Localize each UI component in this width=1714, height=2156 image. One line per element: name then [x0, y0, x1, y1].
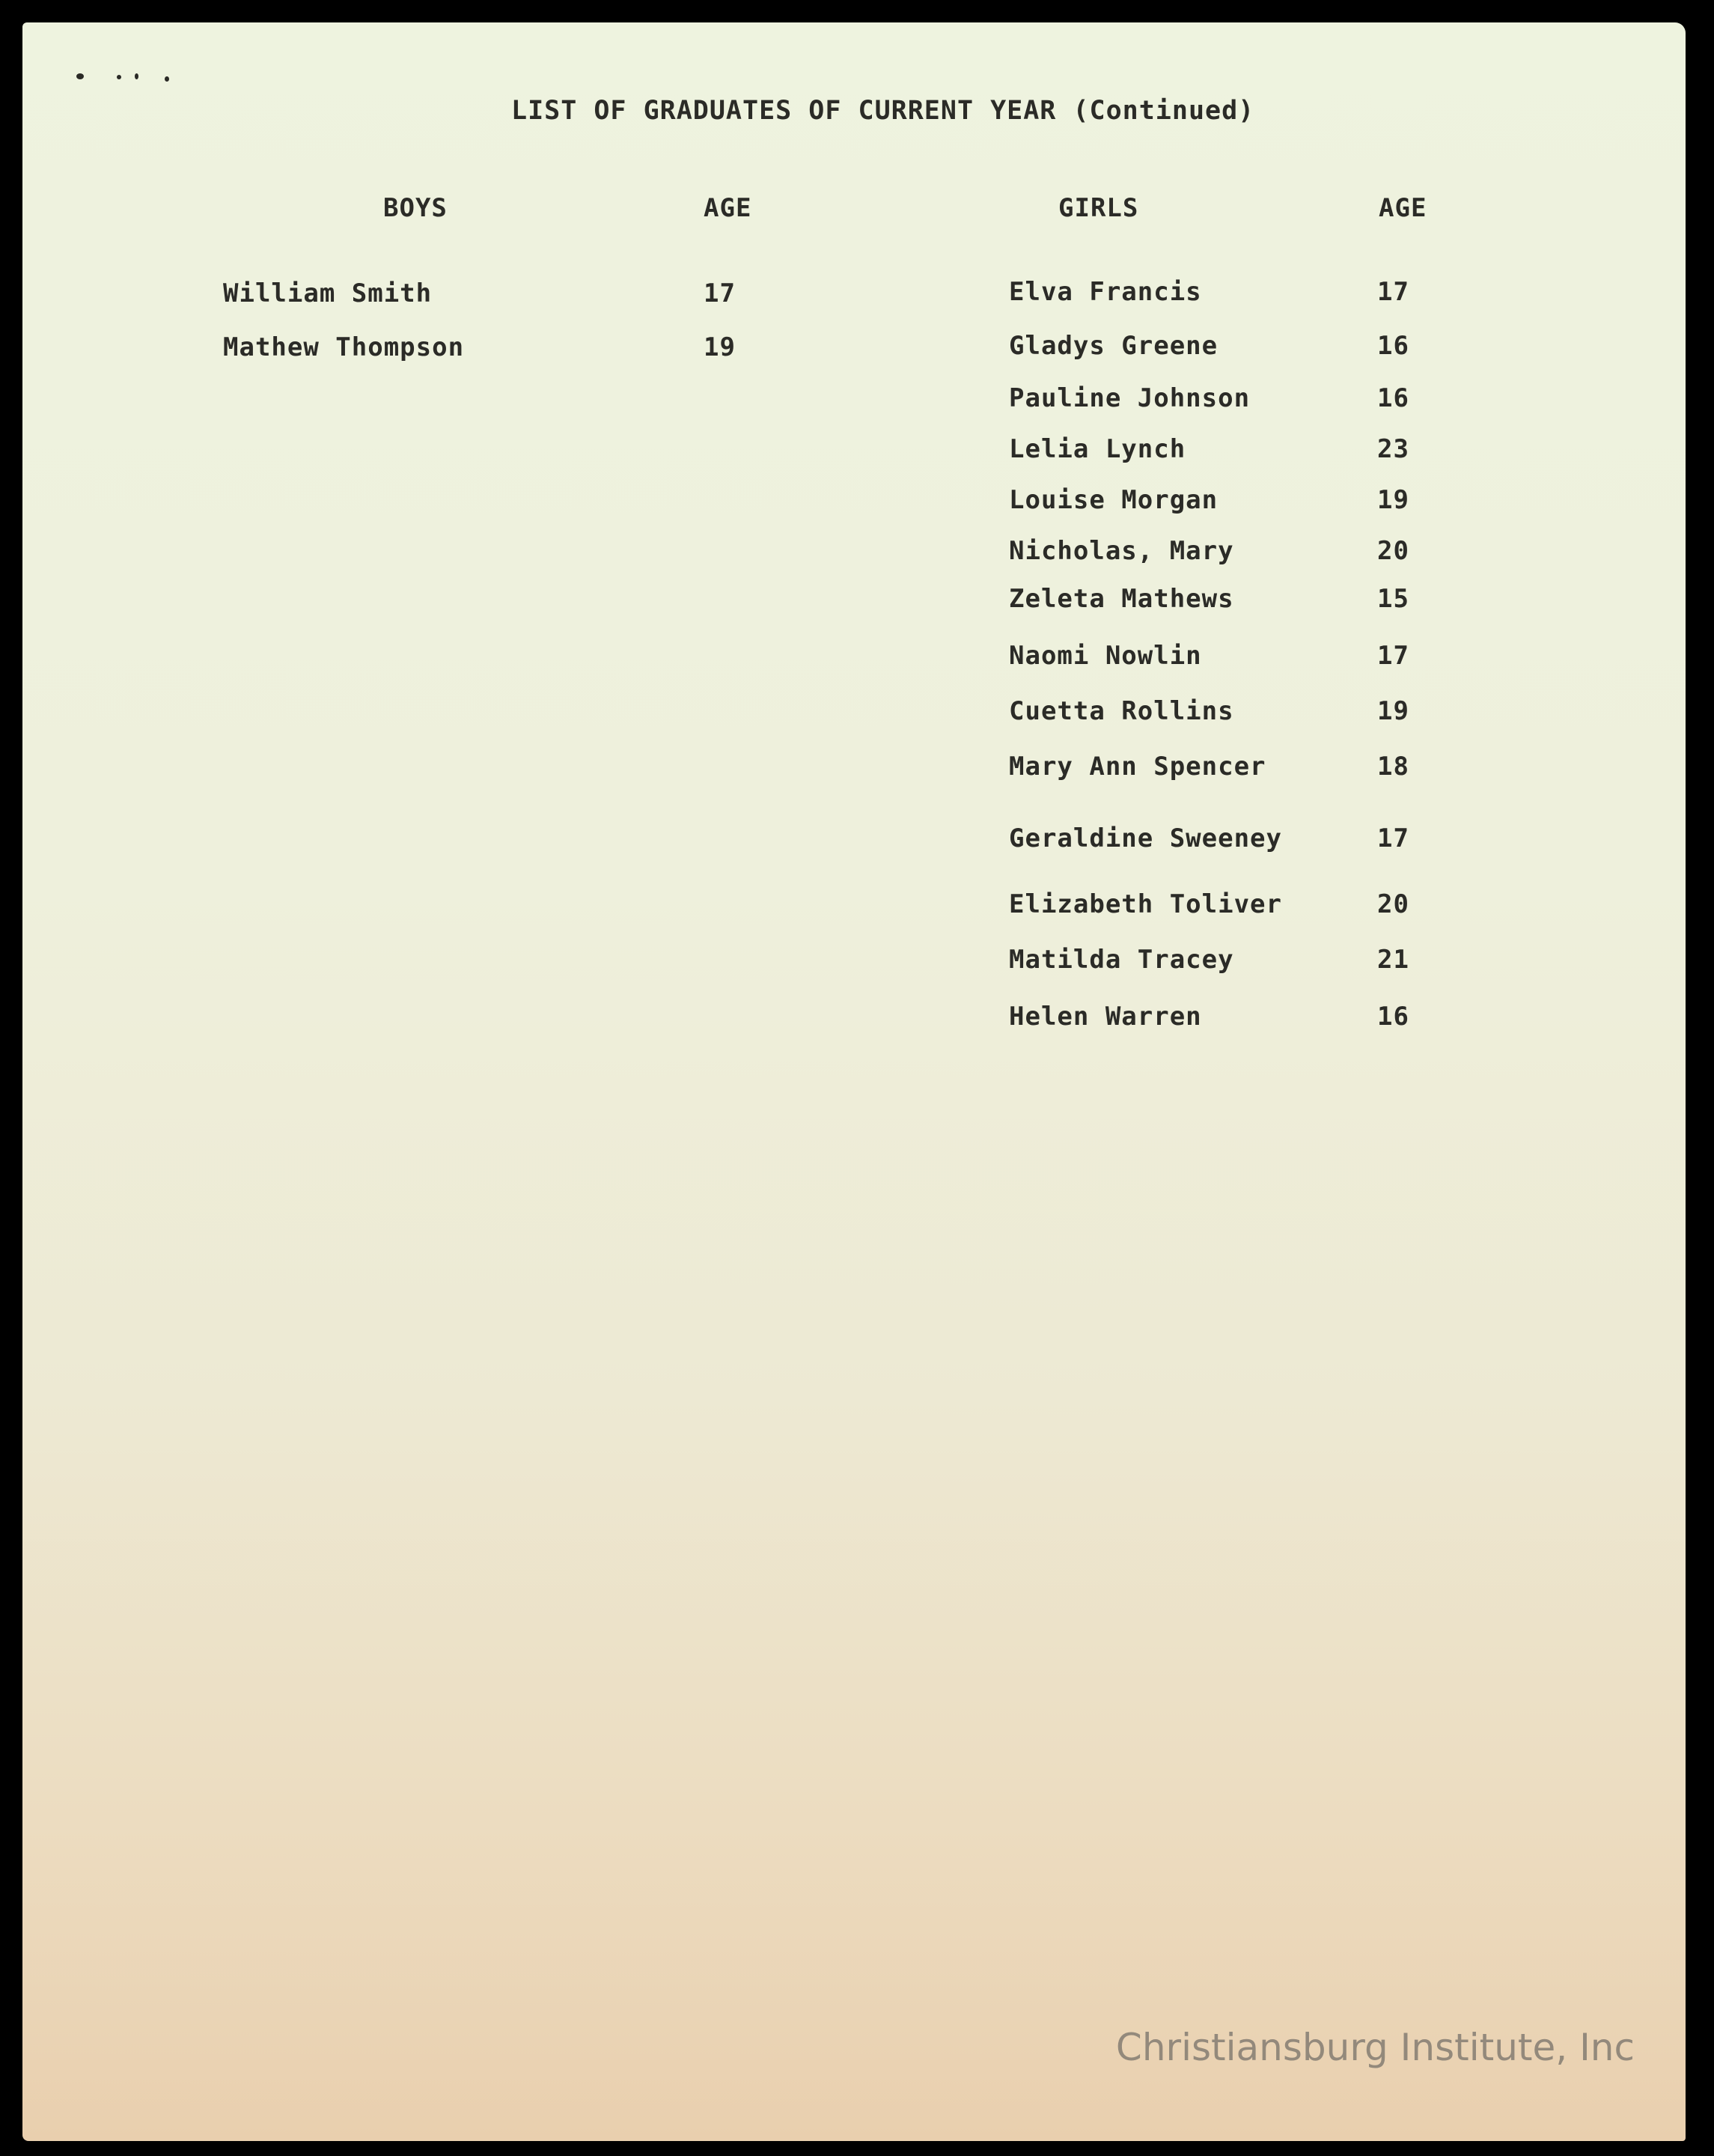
ink-speck	[76, 73, 84, 79]
girl-name: Elva Francis	[1009, 277, 1202, 307]
boys-age-column-header: AGE	[704, 193, 752, 223]
girl-name: Mary Ann Spencer	[1009, 752, 1266, 782]
watermark-text: Christiansburg Institute, Inc	[1115, 2026, 1635, 2069]
boys-column-header: BOYS	[383, 193, 448, 223]
girls-column-header: GIRLS	[1058, 193, 1139, 223]
girl-name: Elizabeth Toliver	[1009, 889, 1282, 919]
girl-age: 17	[1377, 641, 1409, 671]
girl-name: Helen Warren	[1009, 1002, 1202, 1032]
girl-name: Geraldine Sweeney	[1009, 823, 1282, 853]
girl-age: 16	[1377, 331, 1409, 361]
girl-name: Cuetta Rollins	[1009, 696, 1234, 726]
girl-age: 18	[1377, 752, 1409, 782]
girl-age: 16	[1377, 383, 1409, 413]
girl-name: Pauline Johnson	[1009, 383, 1251, 413]
girl-age: 15	[1377, 584, 1409, 614]
girl-name: Zeleta Mathews	[1009, 584, 1234, 614]
boy-name: William Smith	[223, 278, 433, 308]
page-title: LIST OF GRADUATES OF CURRENT YEAR (Continued)	[511, 96, 1255, 126]
boy-name: Mathew Thompson	[223, 332, 465, 362]
boy-age: 17	[704, 278, 736, 308]
boy-age: 19	[704, 332, 736, 362]
girl-name: Nicholas, Mary	[1009, 536, 1234, 566]
girl-age: 16	[1377, 1002, 1409, 1032]
girl-age: 19	[1377, 485, 1409, 515]
ink-speck	[117, 75, 121, 79]
document-page	[22, 22, 1686, 2141]
girl-age: 17	[1377, 823, 1409, 853]
girl-name: Naomi Nowlin	[1009, 641, 1202, 671]
girl-name: Gladys Greene	[1009, 331, 1219, 361]
ink-speck	[135, 73, 138, 79]
girl-age: 21	[1377, 945, 1409, 975]
girl-age: 20	[1377, 889, 1409, 919]
girl-age: 19	[1377, 696, 1409, 726]
ink-speck	[165, 76, 169, 82]
girl-name: Matilda Tracey	[1009, 945, 1234, 975]
girl-age: 23	[1377, 434, 1409, 464]
girl-name: Louise Morgan	[1009, 485, 1219, 515]
girl-age: 17	[1377, 277, 1409, 307]
girl-name: Lelia Lynch	[1009, 434, 1186, 464]
girl-age: 20	[1377, 536, 1409, 566]
girls-age-column-header: AGE	[1379, 193, 1427, 223]
